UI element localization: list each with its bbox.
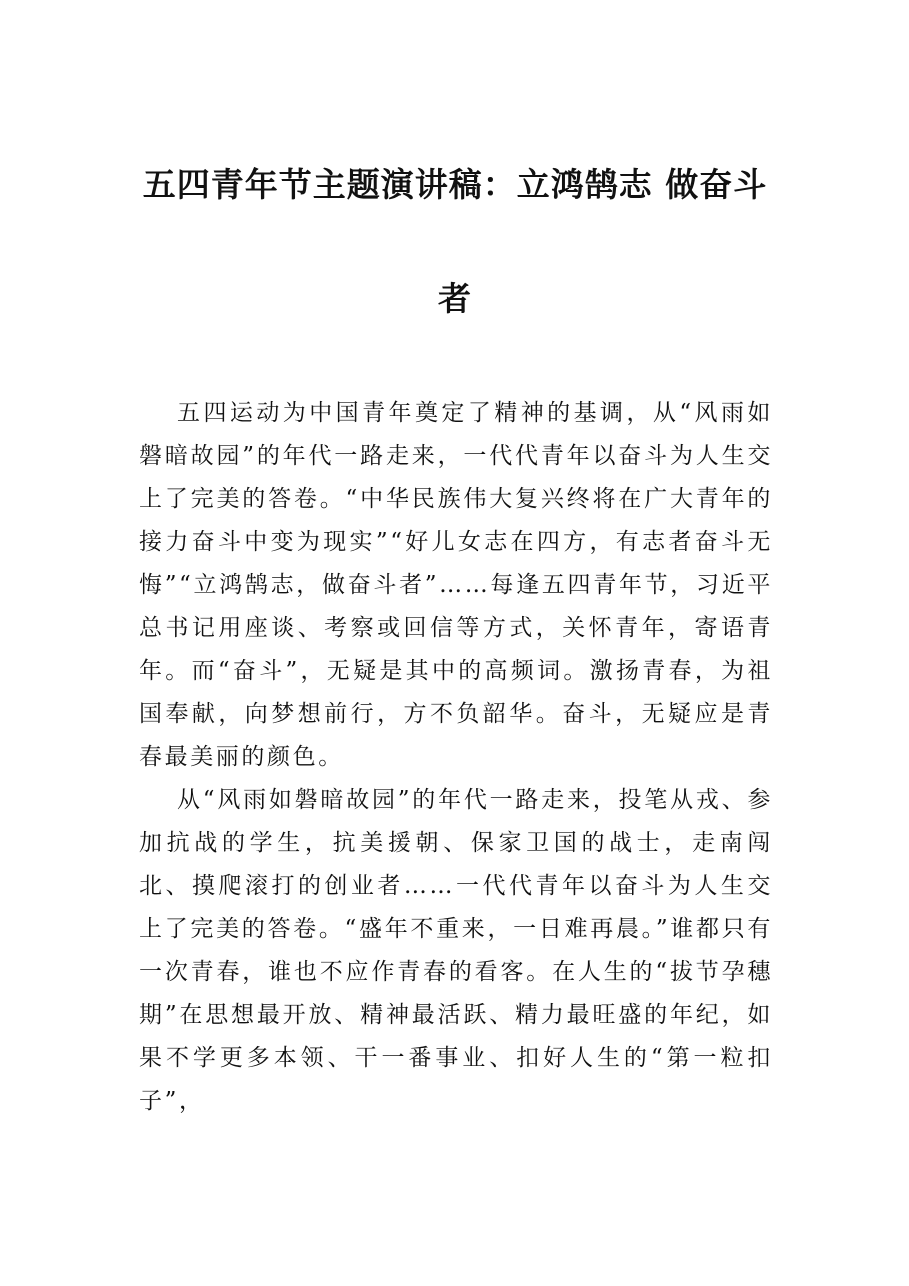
document-body bbox=[139, 392, 773, 1123]
document-title: 五四青年节主题演讲稿：立鸿鹄志 做奋斗者 bbox=[142, 165, 768, 318]
paragraph-1: 五四运动为中国青年奠定了精神的基调，从“风雨如磐暗故园”的年代一路走来，一代代青年以奋斗为人生交上了完美的答卷。“中华民族伟大复兴终将在广大青年的接力奋斗中变为现实”“好儿女志在四方，有志者奋斗无悔”“立鸿鹄志，做奋斗者”……每逢五四青年节，习近平总书记用座谈、考察或回信等方式，关怀青年，寄语青年。而“奋斗”，无疑是其中的高频词。激扬青春，为祖国奉献，向梦想前行，方不负韶华。奋斗，无疑应是青春最美丽的颜色。 bbox=[139, 400, 773, 770]
paragraph-2: 从“风雨如磐暗故园”的年代一路走来，投笔从戎、参加抗战的学生，抗美援朝、保家卫国的战士，走南闯北、摸爬滚打的创业者……一代代青年以奋斗为人生交上了完美的答卷。“盛年不重来，一日难再晨。”谁都只有一次青春，谁也不应作青春的看客。在人生的“拔节孕穗期”在思想最开放、精神最活跃、精力最旺盛的年纪，如果不学更多本领、干一番事业、扣好人生的“第一粒扣子”， bbox=[139, 787, 773, 1114]
